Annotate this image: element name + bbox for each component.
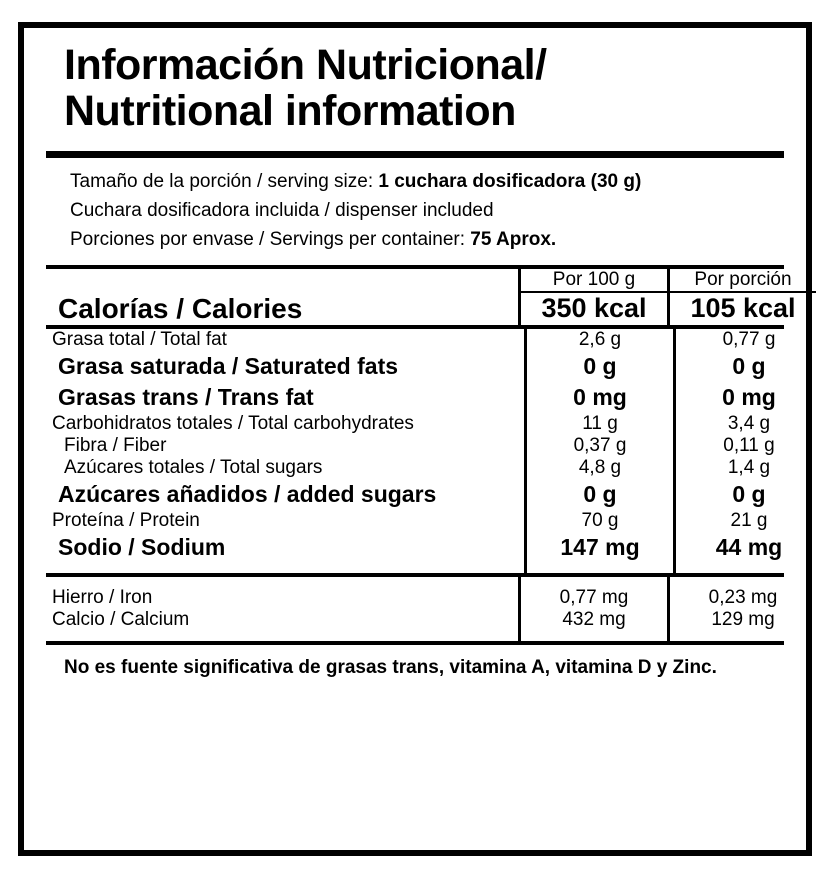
row-per-serving: 0,23 mg [669,587,817,609]
header-blank [46,269,520,291]
spacer-row [46,631,816,641]
row-per-serving: 44 mg [675,532,823,563]
row-per-serving: 0 mg [675,382,823,413]
table-row [46,532,822,563]
serving-size-label: Tamaño de la porción / serving size: [70,170,374,192]
table-row [46,479,822,510]
row-per-serving: 0,77 g [675,329,823,351]
table-header-row [46,269,816,291]
divider-under-title [46,151,784,158]
nutrition-facts-inner [24,28,806,850]
row-per-serving: 21 g [675,510,823,532]
table-row [46,587,816,609]
table-row [46,457,822,479]
panel-title [46,28,784,145]
row-label: Grasa saturada / Saturated fats [58,352,399,379]
row-per-100g: 0 mg [526,382,675,413]
row-per-serving: 0 g [675,479,823,510]
nutrition-facts-panel [18,22,812,856]
row-per-serving: 0 g [675,351,823,382]
table-row [46,413,822,435]
nutrient-rows-table [46,329,822,573]
row-per-100g: 11 g [526,413,675,435]
row-label: Hierro / Iron [52,586,153,608]
servings-per-container-line [70,226,766,255]
minerals-table [46,577,816,641]
calories-row [46,293,816,325]
serving-size-value: 1 cuchara dosificadora (30 g) [378,170,642,192]
row-label: Grasas trans / Trans fat [58,383,314,410]
row-per-serving: 0,11 g [675,435,823,457]
row-label: Grasa total / Total fat [52,328,227,350]
calories-per-100g: 350 kcal [520,293,669,325]
servings-label: Porciones por envase / Servings per container: [70,228,465,250]
header-per-100g: Por 100 g [520,269,669,291]
row-per-100g: 147 mg [526,532,675,563]
table-row [46,435,822,457]
row-label: Proteína / Protein [52,509,200,531]
row-per-100g: 0 g [526,479,675,510]
serving-size-line [70,168,766,197]
row-per-100g: 70 g [526,510,675,532]
serving-info [46,158,784,265]
calories-label: Calorías / Calories [58,292,303,324]
row-label: Azúcares añadidos / added sugars [58,480,437,507]
row-label: Azúcares totales / Total sugars [64,456,323,478]
row-per-100g: 432 mg [520,609,669,631]
row-per-100g: 0 g [526,351,675,382]
nutrition-table [46,269,816,325]
row-per-100g: 4,8 g [526,457,675,479]
row-label: Calcio / Calcium [52,608,190,630]
table-row [46,351,822,382]
servings-value: 75 Aprox. [470,228,557,250]
spacer-row [46,563,822,573]
row-per-serving: 129 mg [669,609,817,631]
table-row [46,382,822,413]
row-per-100g: 0,77 mg [520,587,669,609]
table-row [46,609,816,631]
title-line-es: Información Nutricional/ [64,41,547,89]
row-label: Fibra / Fiber [64,434,167,456]
calories-per-serving: 105 kcal [669,293,817,325]
header-per-serving: Por porción [669,269,817,291]
row-label: Carbohidratos totales / Total carbohydrates [52,412,414,434]
table-row [46,329,822,351]
row-label: Sodio / Sodium [58,533,226,560]
title-line-en: Nutritional information [64,87,516,136]
row-per-100g: 0,37 g [526,435,675,457]
row-per-serving: 1,4 g [675,457,823,479]
footnote: No es fuente significativa de grasas trans, vitamina A, vitamina D y Zinc. [64,656,717,678]
spacer-row [46,577,816,587]
row-per-serving: 3,4 g [675,413,823,435]
table-row [46,510,822,532]
row-per-100g: 2,6 g [526,329,675,351]
dispenser-line: Cuchara dosificadora incluida / dispenser included [70,199,494,221]
